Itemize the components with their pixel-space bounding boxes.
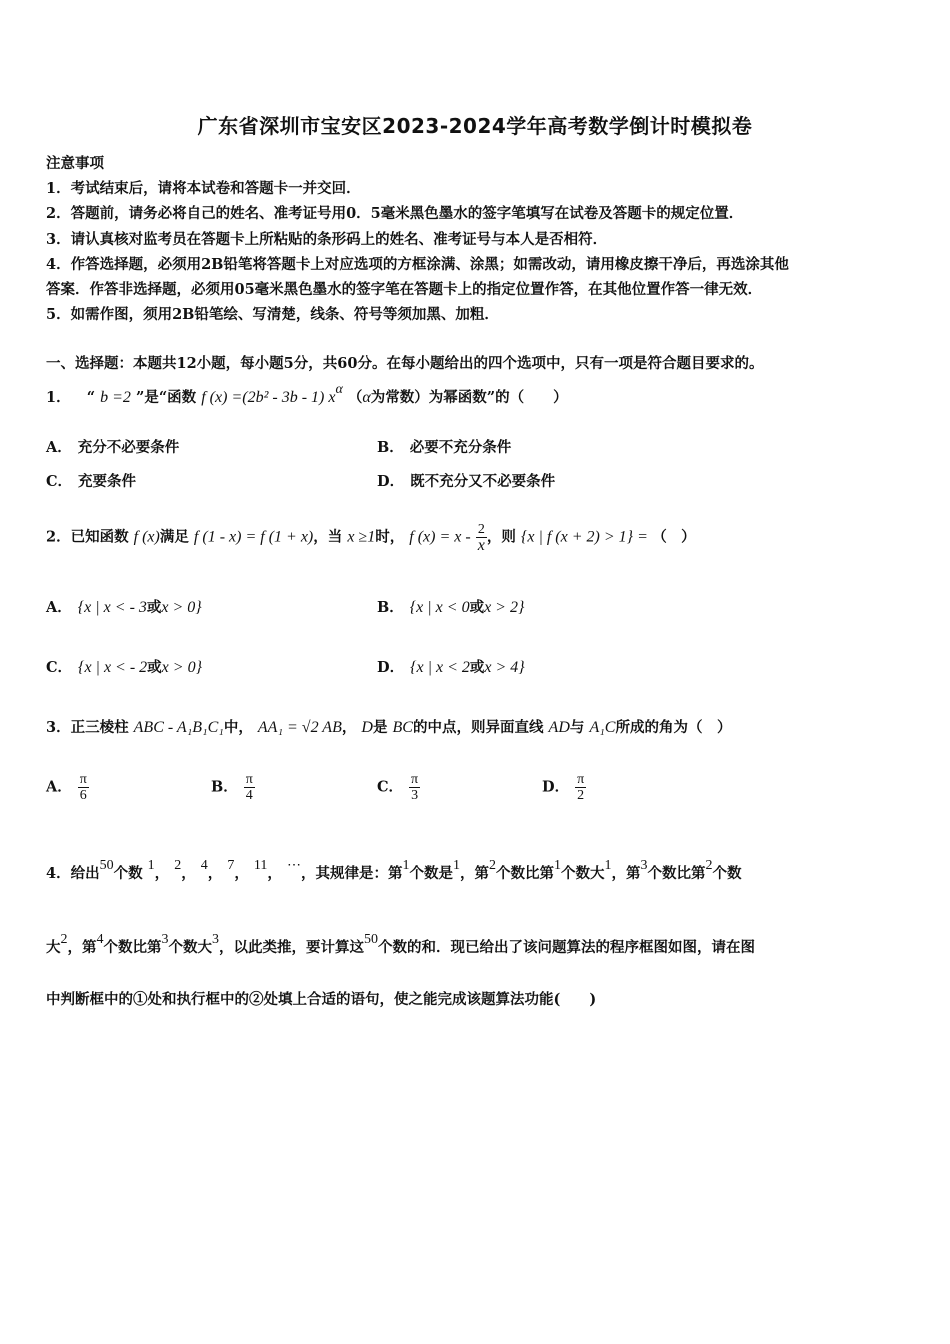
q1-text: 为常数）为幂函数”的（ ） bbox=[370, 389, 568, 406]
question-1 bbox=[46, 382, 568, 407]
q4-index: 1 bbox=[553, 858, 561, 873]
q4-index: 4 bbox=[96, 932, 104, 947]
q2-function: f (x) bbox=[133, 528, 160, 546]
q4-text: ，第 bbox=[459, 865, 489, 882]
q1-text: “ bbox=[86, 389, 96, 406]
q1-option-c[interactable]: C． 充要条件 bbox=[46, 473, 137, 490]
notice-heading: 注意事项 bbox=[46, 155, 104, 172]
q2-text: ，当 bbox=[313, 528, 343, 546]
q1-text: （ bbox=[347, 389, 363, 406]
q1-function: f (x) =(2b² - 3b - 1) x bbox=[201, 389, 336, 406]
q2-option-a[interactable]: A． {x | x < - 3或x > 0} bbox=[46, 599, 202, 616]
q2-symmetry: f (1 - x) = f (1 + x) bbox=[193, 528, 314, 546]
q4-text: 个数比第 bbox=[495, 865, 554, 882]
q1-number: 1． bbox=[46, 389, 71, 406]
q3-text: 所成的角为（ ） bbox=[615, 719, 732, 736]
q4-text: 个数比第 bbox=[647, 865, 706, 882]
notice-item-2: 2．答题前，请务必将自己的姓名、准考证号用0．5毫米黑色墨水的签字笔填写在试卷及答题卡的规定位置． bbox=[46, 205, 744, 222]
q2-text: ，则 bbox=[486, 528, 516, 546]
q4-seq-item: 2 bbox=[174, 858, 182, 873]
q4-text: 个数的和．现已给出了该问题算法的程序框图如图，请在图 bbox=[378, 939, 755, 956]
q3-number: 3．正三棱柱 bbox=[46, 719, 129, 736]
q3-text: 中， bbox=[223, 719, 253, 736]
q3-option-a[interactable]: A． $\frac{\pi}{6}$ bbox=[46, 772, 87, 803]
q2-text: 时， bbox=[375, 528, 405, 546]
q3-prism: ABC - A₁B₁C₁ bbox=[133, 719, 224, 736]
q4-text: ，第 bbox=[67, 939, 97, 956]
q3-line-ad: AD bbox=[548, 719, 570, 736]
q4-text: 个数大 bbox=[168, 939, 212, 956]
q3-option-c[interactable]: C． $\frac{\pi}{3}$ bbox=[377, 772, 419, 803]
q2-text: （ ） bbox=[652, 528, 696, 546]
question-3 bbox=[46, 716, 731, 737]
q3-text: 是 bbox=[372, 719, 388, 736]
question-4-line-2 bbox=[46, 932, 755, 957]
question-4: 4．给出50个数 1， 2， 4， 7， 11， ⋯，其规律是：第1个数是1，第2个数比第1个数大1，第3个数比第2个数 bbox=[46, 858, 742, 882]
q2-option-b[interactable]: B． {x | x < 0或x > 2} bbox=[377, 599, 525, 616]
q3-point-d: D bbox=[361, 719, 373, 736]
q3-relation: AA₁ = √2 AB bbox=[257, 719, 342, 736]
q3-option-d[interactable]: D． $\frac{\pi}{2}$ bbox=[542, 772, 585, 803]
q2-definition: f (x) = x - bbox=[409, 528, 471, 546]
q4-text: 大 bbox=[46, 939, 61, 956]
q2-condition: x ≥1 bbox=[347, 528, 376, 546]
q3-segment-bc: BC bbox=[392, 719, 413, 736]
q4-value: 2 bbox=[60, 932, 68, 947]
q1-option-d[interactable]: D． 既不充分又不必要条件 bbox=[377, 473, 556, 490]
q1-option-b[interactable]: B． 必要不充分条件 bbox=[377, 439, 512, 456]
q1-text: ”是“函数 bbox=[135, 389, 197, 406]
notice-item-4-cont: 答案．作答非选择题，必须用05毫米黑色墨水的签字笔在答题卡上的指定位置作答，在其他位置作答一律无效． bbox=[46, 281, 763, 298]
q4-text: 个数大 bbox=[560, 865, 605, 882]
q4-seq-item: 4 bbox=[200, 858, 208, 873]
q4-seq-item: 11 bbox=[253, 858, 268, 873]
question-2 bbox=[46, 522, 696, 553]
q4-number: 4．给出 bbox=[46, 865, 100, 882]
q4-index: 2 bbox=[488, 858, 496, 873]
q4-text: 个数 bbox=[712, 865, 742, 882]
q2-equals: = bbox=[638, 528, 648, 546]
q4-text: ，第 bbox=[611, 865, 641, 882]
notice-item-4: 4．作答选择题，必须用2B铅笔将答题卡上对应选项的方框涂满、涂黑；如需改动，请用橡皮擦干净后，再选涂其他 bbox=[46, 256, 789, 273]
q4-text: 个数是 bbox=[409, 865, 453, 882]
q3-option-b[interactable]: B． $\frac{\pi}{4}$ bbox=[211, 772, 253, 803]
q2-number: 2．已知函数 bbox=[46, 528, 129, 546]
q4-index: 3 bbox=[640, 858, 648, 873]
q3-text: 的中点，则异面直线 bbox=[412, 719, 544, 736]
q4-seq-item: 1 bbox=[147, 858, 155, 873]
q1-condition: b =2 bbox=[100, 389, 131, 406]
q3-text: ， bbox=[341, 719, 357, 736]
q2-option-c[interactable]: C． {x | x < - 2或x > 0} bbox=[46, 659, 202, 676]
q1-alpha: α bbox=[362, 389, 371, 406]
q4-count: 50 bbox=[99, 858, 114, 873]
notice-item-1: 1．考试结束后，请将本试卷和答题卡一并交回． bbox=[46, 180, 361, 197]
q4-index: 1 bbox=[402, 858, 410, 873]
q4-value: 3 bbox=[212, 932, 219, 947]
q4-count: 50 bbox=[364, 932, 378, 947]
q3-line-a1c: A₁C bbox=[589, 719, 616, 736]
q2-option-d[interactable]: D． {x | x < 2或x > 4} bbox=[377, 659, 525, 676]
notice-item-3: 3．请认真核对监考员在答题卡上所粘贴的条形码上的姓名、准考证号与本人是否相符． bbox=[46, 231, 608, 248]
q4-value: 1 bbox=[452, 858, 460, 873]
section-heading: 一、选择题：本题共12小题，每小题5分，共60分。在每小题给出的四个选项中，只有一项是符合题目要求的。 bbox=[46, 355, 764, 372]
q4-text: 个数比第 bbox=[103, 939, 162, 956]
q1-exponent: α bbox=[335, 382, 343, 397]
q4-index: 2 bbox=[705, 858, 713, 873]
q4-text: 个数 bbox=[113, 865, 143, 882]
q3-text: 与 bbox=[569, 719, 585, 736]
question-4-line-3: 中判断框中的①处和执行框中的②处填上合适的语句，使之能完成该题算法功能( ) bbox=[46, 991, 597, 1008]
q4-value: 1 bbox=[604, 858, 612, 873]
q2-set: {x | f (x + 2) > 1} bbox=[520, 528, 634, 546]
q4-text: ，以此类推，要计算这 bbox=[219, 939, 364, 956]
q4-seq-item: 7 bbox=[227, 858, 235, 873]
q4-index: 3 bbox=[161, 932, 169, 947]
page-title: 广东省深圳市宝安区2023-2024学年高考数学倒计时模拟卷 bbox=[197, 114, 753, 138]
q2-text: 满足 bbox=[159, 528, 189, 546]
q4-seq-item: ⋯ bbox=[286, 858, 301, 873]
q1-option-a[interactable]: A． 充分不必要条件 bbox=[46, 439, 180, 456]
notice-item-5: 5．如需作图，须用2B铅笔绘、写清楚，线条、符号等须加黑、加粗． bbox=[46, 306, 499, 323]
q4-text: ，其规律是：第 bbox=[300, 865, 403, 882]
q2-fraction: $\frac{2}{x}$ bbox=[477, 522, 485, 554]
